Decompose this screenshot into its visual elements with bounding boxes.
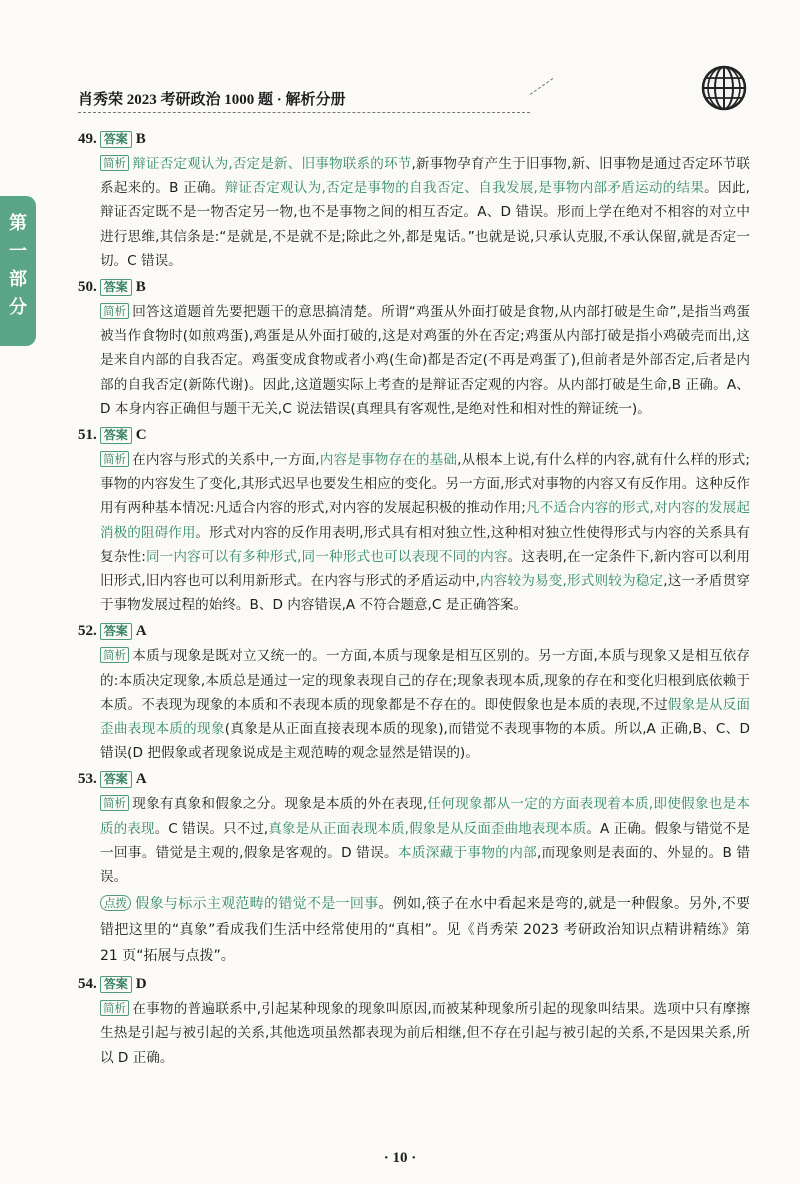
analysis-text: 。形式对内容的反作用表明,形式具有相对独立性,这种相对独立性使得形式与内容的关系具有复杂性:	[100, 524, 751, 565]
analysis-tag: 简析	[100, 155, 129, 171]
analysis-text: ,而现象则是表面的、外显的。B 错误。	[100, 844, 751, 886]
answer-letter: A	[135, 623, 147, 640]
analysis-text: 。因此,辩证否定既不是一物否定另一物,也不是事物之间的相互否定。A、D 错误。形而上学在绝对不相容的对立中进行思维,其信条是:“是就是,不是就不是;除此之外,都是鬼话。”也就是说,只承认克服,不承认保留,就是否定一切。C 错误。	[100, 180, 751, 269]
answer-line	[78, 971, 750, 997]
page-header	[78, 88, 548, 118]
answer-letter: B	[135, 279, 146, 296]
answer-line	[78, 126, 750, 152]
page-number: · 10 ·	[383, 1150, 417, 1166]
question-block	[78, 971, 750, 1070]
answer-line	[78, 766, 750, 792]
header-title: 肖秀荣 2023 考研政治 1000 题 · 解析分册	[78, 92, 346, 108]
highlight-text: 任何现象都从一定的方面表现着本质,即使假象也是本质的表现	[100, 796, 750, 837]
question-block	[78, 766, 750, 969]
tip-text: 。例如,筷子在水中看起来是弯的,就是一种假象。另外,不要错把这里的“真象”看成我们生活中经常使用的“真相”。见《肖秀荣 2023 考研政治知识点精讲精练》第 21 页“拓展与点拨”。	[100, 896, 751, 965]
analysis-paragraph	[100, 300, 750, 421]
highlight-text: 内容是事物存在的基础	[319, 452, 458, 469]
header-rule	[78, 112, 530, 113]
highlight-text: 本质深藏于事物的内部	[397, 844, 538, 861]
answer-letter: A	[135, 771, 147, 788]
question-block	[78, 422, 750, 617]
analysis-tag: 简析	[100, 647, 129, 663]
answer-tag: 答案	[100, 279, 132, 296]
answer-tag: 答案	[100, 976, 132, 993]
analysis-tag: 简析	[100, 795, 129, 811]
question-number: 49.	[78, 131, 97, 147]
highlight-text: 真象是从正面表现本质,假象是从反面歪曲地表现本质	[268, 820, 587, 837]
analysis-paragraph	[100, 644, 750, 765]
answer-line	[78, 422, 750, 448]
highlight-text: 假象是从反面歪曲表现本质的现象	[100, 696, 751, 738]
answer-letter: B	[135, 131, 146, 147]
analysis-text: 本质与现象是既对立又统一的。一方面,本质与现象是相互区别的。另一方面,本质与现象又是相互依存的:本质决定现象,本质总是通过一定的现象表现自己的存在;现象表现本质,现象的存在和变化归根到底依赖于本质。不表现为现象的本质和不表现本质的现象都是不存在的。即使假象也是本质的表现,不过	[100, 648, 750, 713]
question-number: 53.	[78, 771, 97, 788]
analysis-text: 在事物的普遍联系中,引起某种现象的现象叫原因,而被某种现象所引起的现象叫结果。选项中只有摩擦生热是引起与被引起的关系,其他选项虽然都表现为前后相继,但不存在引起与被引起的关系,不是因果关系,所以 D 正确。	[100, 1001, 750, 1066]
question-number: 50.	[78, 279, 97, 296]
analysis-text: ,新事物孕育产生于旧事物,新、旧事物是通过否定环节联系起来的。B 正确。	[100, 156, 751, 197]
highlight-text: 同一内容可以有多种形式,同一种形式也可以表现不同的内容	[145, 548, 508, 565]
question-number: 54.	[78, 976, 97, 993]
answer-tag: 答案	[100, 771, 132, 788]
answer-tag: 答案	[100, 131, 132, 148]
analysis-text: 现象有真象和假象之分。现象是本质的外在表现,	[132, 796, 428, 813]
answer-content	[78, 126, 750, 1071]
analysis-text: 。A 正确。假象与错觉不是一回事。错觉是主观的,假象是客观的。D 错误。	[100, 820, 750, 861]
analysis-text: 。这表明,在一定条件下,新内容可以利用旧形式,旧内容也可以利用新形式。在内容与形式的矛盾运动中,	[100, 548, 750, 590]
analysis-tag: 简析	[100, 451, 129, 467]
analysis-tag: 简析	[100, 1000, 129, 1016]
tip-paragraph	[100, 891, 750, 969]
analysis-paragraph	[100, 792, 750, 889]
highlight-text: 假象与标示主观范畴的错觉不是一回事	[135, 896, 379, 913]
question-block	[78, 126, 750, 273]
analysis-text: 在内容与形式的关系中,一方面,	[132, 452, 320, 469]
part-side-tab	[0, 196, 36, 346]
analysis-tag: 简析	[100, 303, 129, 319]
answer-tag: 答案	[100, 623, 132, 640]
answer-letter: C	[135, 427, 147, 444]
tip-tag: 点拨	[100, 895, 131, 911]
analysis-text: ,从根本上说,有什么样的内容,就有什么样的形式;事物的内容发生了变化,其形式迟早也要发生相应的变化。另一方面,形式对事物的内容又有反作用。这种反作用有两种基本情况:凡适合内容的形式,对内容的发展起积极的推动作用;	[100, 452, 750, 517]
question-block	[78, 274, 750, 421]
highlight-text: 凡不适合内容的形式,对内容的发展起消极的阻碍作用	[100, 500, 750, 541]
highlight-text: 辩证否定观认为,否定是新、旧事物联系的环节	[132, 156, 412, 172]
analysis-text: ,这一矛盾贯穿于事物发展过程的始终。B、D 内容错误,A 不符合题意,C 是正确答案。	[100, 573, 751, 614]
highlight-text: 辩证否定观认为,否定是事物的自我否定、自我发展,是事物内部矛盾运动的结果	[224, 180, 705, 197]
answer-line	[78, 274, 750, 300]
answer-letter: D	[135, 976, 147, 993]
answer-line	[78, 618, 750, 644]
analysis-paragraph	[100, 152, 750, 273]
highlight-text: 内容较为易变,形式则较为稳定	[479, 573, 664, 590]
analysis-text: (真象是从正面直接表现本质的现象),而错觉不表现事物的本质。所以,A 正确,B、C、D 错误(D 把假象或者现象说成是主观范畴的观念显然是错误的)。	[100, 721, 751, 762]
globe-icon	[700, 64, 748, 112]
analysis-paragraph	[100, 997, 750, 1070]
analysis-text: 回答这道题首先要把题干的意思搞清楚。所谓“鸡蛋从外面打破是食物,从内部打破是生命”,是指当鸡蛋被当作食物时(如煎鸡蛋),鸡蛋是从外面打破的,这是对鸡蛋的外在否定;鸡蛋从内部打破是指小鸡破壳而出,这是来自内部的自我否定。鸡蛋变成食物或者小鸡(生命)都是否定(不再是鸡蛋了),但前者是外部否定,后者是内部的自我否定(新陈代谢)。因此,这道题实际上考查的是辩证否定观的内容。从内部打破是生命,B 正确。A、D 本身内容正确但与题干无关,C 说法错误(真理具有客观性,是绝对性和相对性的辩证统一)。	[100, 304, 750, 417]
question-number: 52.	[78, 623, 97, 640]
question-number: 51.	[78, 427, 97, 444]
analysis-text: 。C 错误。只不过,	[154, 820, 269, 837]
part-side-tab-label: 第一部分	[9, 213, 27, 318]
analysis-paragraph	[100, 448, 750, 617]
question-block	[78, 618, 750, 765]
answer-tag: 答案	[100, 427, 132, 444]
